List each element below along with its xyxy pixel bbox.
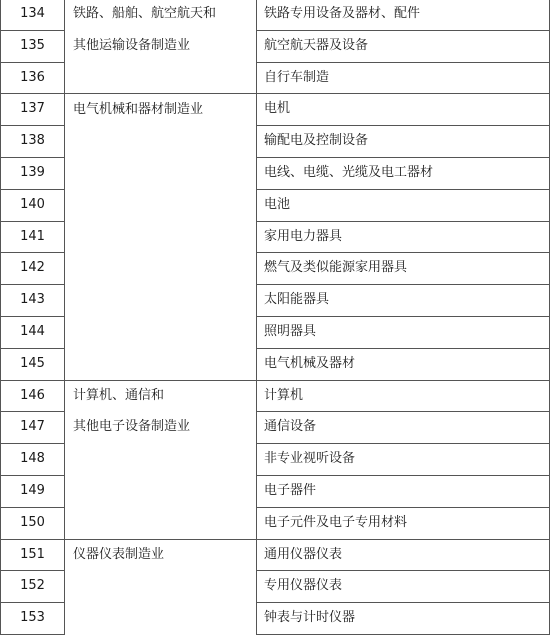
industry-subcategory-cell: 电子元件及电子专用材料 (257, 507, 550, 539)
industry-category-cell (65, 475, 257, 507)
table-row (1, 62, 550, 94)
industry-subcategory-cell: 电机 (257, 94, 550, 126)
row-number-cell: 137 (1, 94, 65, 126)
table-row (1, 221, 550, 253)
row-number-cell: 138 (1, 126, 65, 158)
row-number-cell: 143 (1, 285, 65, 317)
industry-subcategory-cell: 专用仪器仪表 (257, 571, 550, 603)
industry-category-cell (65, 571, 257, 603)
row-number-cell: 152 (1, 571, 65, 603)
industry-subcategory-cell: 输配电及控制设备 (257, 126, 550, 158)
industry-category-cell (65, 157, 257, 189)
row-number-cell: 134 (1, 0, 65, 30)
table-row (1, 316, 550, 348)
table-row (1, 0, 550, 30)
industry-subcategory-cell: 电子器件 (257, 475, 550, 507)
industry-category-cell (65, 285, 257, 317)
table-row (1, 285, 550, 317)
industry-table-body (1, 0, 550, 634)
row-number-cell: 139 (1, 157, 65, 189)
industry-subcategory-cell: 通用仪器仪表 (257, 539, 550, 571)
table-row (1, 253, 550, 285)
industry-subcategory-cell: 电池 (257, 189, 550, 221)
table-row (1, 189, 550, 221)
table-row (1, 126, 550, 158)
industry-subcategory-cell: 钟表与计时仪器 (257, 603, 550, 635)
row-number-cell: 146 (1, 380, 65, 412)
row-number-cell: 144 (1, 316, 65, 348)
industry-category-cell: 铁路、船舶、航空航天和 (65, 0, 257, 30)
industry-subcategory-cell: 非专业视听设备 (257, 444, 550, 476)
row-number-cell: 153 (1, 603, 65, 635)
row-number-cell: 135 (1, 30, 65, 62)
industry-category-cell: 仪器仪表制造业 (65, 539, 257, 571)
table-row (1, 380, 550, 412)
table-row (1, 412, 550, 444)
industry-category-cell (65, 316, 257, 348)
industry-category-cell: 计算机、通信和 (65, 380, 257, 412)
row-number-cell: 151 (1, 539, 65, 571)
industry-subcategory-cell: 自行车制造 (257, 62, 550, 94)
row-number-cell: 140 (1, 189, 65, 221)
industry-category-cell (65, 126, 257, 158)
industry-category-cell (65, 507, 257, 539)
table-row (1, 571, 550, 603)
industry-subcategory-cell: 照明器具 (257, 316, 550, 348)
industry-category-cell: 电气机械和器材制造业 (65, 94, 257, 126)
industry-category-cell (65, 221, 257, 253)
industry-category-cell (65, 189, 257, 221)
table-row (1, 539, 550, 571)
row-number-cell: 145 (1, 348, 65, 380)
industry-category-cell (65, 348, 257, 380)
table-row (1, 348, 550, 380)
row-number-cell: 149 (1, 475, 65, 507)
table-row (1, 475, 550, 507)
row-number-cell: 141 (1, 221, 65, 253)
table-row (1, 30, 550, 62)
industry-subcategory-cell: 铁路专用设备及器材、配件 (257, 0, 550, 30)
table-row (1, 444, 550, 476)
industry-category-cell (65, 444, 257, 476)
row-number-cell: 142 (1, 253, 65, 285)
row-number-cell: 147 (1, 412, 65, 444)
industry-category-cell (65, 603, 257, 635)
industry-subcategory-cell: 家用电力器具 (257, 221, 550, 253)
industry-subcategory-cell: 航空航天器及设备 (257, 30, 550, 62)
industry-category-cell (65, 62, 257, 94)
industry-category-cell (65, 253, 257, 285)
industry-subcategory-cell: 计算机 (257, 380, 550, 412)
industry-subcategory-cell: 燃气及类似能源家用器具 (257, 253, 550, 285)
industry-subcategory-cell: 通信设备 (257, 412, 550, 444)
row-number-cell: 136 (1, 62, 65, 94)
industry-subcategory-cell: 电气机械及器材 (257, 348, 550, 380)
industry-subcategory-cell: 太阳能器具 (257, 285, 550, 317)
industry-category-cell: 其他运输设备制造业 (65, 30, 257, 62)
row-number-cell: 148 (1, 444, 65, 476)
industry-subcategory-cell: 电线、电缆、光缆及电工器材 (257, 157, 550, 189)
table-row (1, 157, 550, 189)
table-row (1, 507, 550, 539)
table-row (1, 603, 550, 635)
industry-category-cell: 其他电子设备制造业 (65, 412, 257, 444)
table-row (1, 94, 550, 126)
row-number-cell: 150 (1, 507, 65, 539)
